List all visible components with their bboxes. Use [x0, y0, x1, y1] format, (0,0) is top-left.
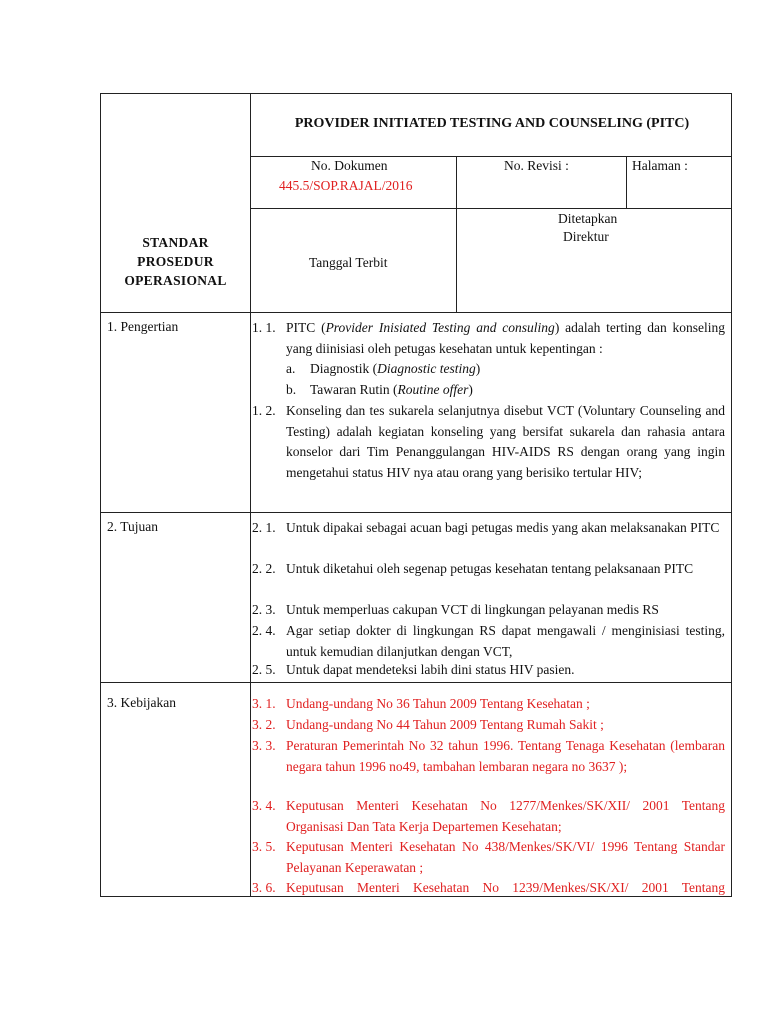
column-divider	[250, 94, 251, 896]
text-part: Diagnostik (	[310, 361, 378, 376]
item-number: 2. 3.	[252, 602, 276, 617]
tujuan-item	[252, 660, 725, 681]
direktur-label: Direktur	[563, 229, 609, 244]
subitem-number: b.	[286, 382, 297, 397]
column-divider	[626, 156, 627, 208]
kebijakan-item	[252, 796, 725, 837]
document-title: PROVIDER INITIATED TESTING AND COUNSELING (PITC)	[294, 116, 690, 131]
pengertian-subitem	[286, 380, 726, 401]
row-divider	[101, 312, 731, 313]
tanggal-terbit-label: Tanggal Terbit	[309, 255, 388, 270]
kebijakan-item	[252, 694, 725, 715]
no-dokumen-value: 445.5/SOP.RAJAL/2016	[279, 178, 413, 193]
item-text: Untuk diketahui oleh segenap petugas kesehatan tentang pelaksanaan PITC	[286, 561, 694, 576]
item-number: 1. 2.	[252, 403, 276, 418]
item-text: Keputusan Menteri Kesehatan No 438/Menkes/SK/VI/ 1996 Tentang Standar Pelayanan Keperawatan ;	[286, 839, 725, 875]
halaman-label: Halaman :	[632, 158, 688, 173]
text-part: PITC (	[286, 320, 326, 335]
item-number: 1. 1.	[252, 320, 276, 335]
column-divider	[456, 156, 457, 312]
item-text: Keputusan Menteri Kesehatan No 1239/Menkes/SK/XI/ 2001 Tentang	[286, 880, 725, 895]
item-number: 2. 5.	[252, 662, 276, 677]
tujuan-item	[252, 600, 725, 621]
item-text: Untuk dipakai sebagai acuan bagi petugas medis yang akan melaksanakan PITC	[286, 520, 720, 535]
text-part: Tawaran Rutin (	[310, 382, 398, 397]
row-divider	[101, 682, 731, 683]
ditetapkan-label: Ditetapkan	[558, 211, 618, 226]
row-divider	[250, 156, 731, 157]
row-divider	[250, 208, 731, 209]
kebijakan-item	[252, 878, 725, 899]
section-label-kebijakan: 3. Kebijakan	[107, 695, 176, 710]
kebijakan-item	[252, 715, 725, 736]
item-number: 3. 5.	[252, 839, 276, 854]
pengertian-subitem	[286, 359, 726, 380]
sop-line: STANDAR	[142, 235, 209, 250]
item-number: 2. 4.	[252, 623, 276, 638]
item-text: Untuk memperluas cakupan VCT di lingkungan pelayanan medis RS	[286, 602, 659, 617]
pengertian-item	[252, 401, 725, 483]
text-part-italic: Routine offer	[397, 382, 469, 397]
no-dokumen-label: No. Dokumen	[311, 158, 388, 173]
sop-line: PROSEDUR	[137, 254, 214, 269]
tujuan-item	[252, 559, 725, 580]
sop-line: OPERASIONAL	[124, 273, 227, 288]
item-number: 3. 6.	[252, 880, 276, 895]
kebijakan-item	[252, 837, 725, 878]
item-text: Konseling dan tes sukarela selanjutnya disebut VCT (Voluntary Counseling and Testing) adalah kegiatan konseling yang bersifat sukarela dan rahasia antara konselor dari Tim Penanggulangan HIV-AIDS RS dengan orang yang ingin mengetahui status HIV nya atau orang yang berisiko tertular HIV;	[286, 403, 725, 480]
item-text	[286, 318, 725, 359]
no-revisi-label: No. Revisi :	[504, 158, 569, 173]
text-part: )	[468, 382, 473, 397]
row-divider	[101, 512, 731, 513]
pengertian-item	[252, 318, 725, 359]
section-label-pengertian: 1. Pengertian	[107, 319, 179, 334]
item-text: Keputusan Menteri Kesehatan No 1277/Menkes/SK/XII/ 2001 Tentang Organisasi Dan Tata Kerja Departemen Kesehatan;	[286, 798, 725, 834]
sop-label	[101, 233, 250, 290]
item-number: 3. 2.	[252, 717, 276, 732]
kebijakan-item	[252, 736, 725, 777]
subitem-text	[310, 380, 726, 401]
sop-document-table	[100, 93, 732, 897]
subitem-text	[310, 359, 726, 380]
item-number: 3. 1.	[252, 696, 276, 711]
section-label-tujuan: 2. Tujuan	[107, 519, 159, 534]
item-text: Untuk dapat mendeteksi labih dini status HIV pasien.	[286, 662, 575, 677]
tujuan-item	[252, 621, 725, 662]
item-text: Undang-undang No 44 Tahun 2009 Tentang Rumah Sakit ;	[286, 717, 604, 732]
item-number: 3. 3.	[252, 738, 276, 753]
item-text: Undang-undang No 36 Tahun 2009 Tentang Kesehatan ;	[286, 696, 590, 711]
item-number: 3. 4.	[252, 798, 276, 813]
item-number: 2. 2.	[252, 561, 276, 576]
subitem-number: a.	[286, 361, 296, 376]
text-part-italic: Provider Inisiated Testing and consuling	[325, 320, 555, 335]
text-part-italic: Diagnostic testing	[377, 361, 476, 376]
tujuan-item	[252, 518, 725, 539]
text-part: ) adalah terting dan konseling yang diinisiasi oleh petugas kesehatan untuk kepentingan :	[286, 320, 726, 356]
item-number: 2. 1.	[252, 520, 276, 535]
item-text: Peraturan Pemerintah No 32 tahun 1996. Tentang Tenaga Kesehatan (lembaran negara tahun 1996 no49, tambahan lembaran negara no 3637 );	[286, 738, 725, 774]
item-text: Agar setiap dokter di lingkungan RS dapat mengawali / menginisiasi testing, untuk kemudian dilanjutkan dengan VCT,	[286, 623, 725, 659]
text-part: )	[475, 361, 481, 376]
